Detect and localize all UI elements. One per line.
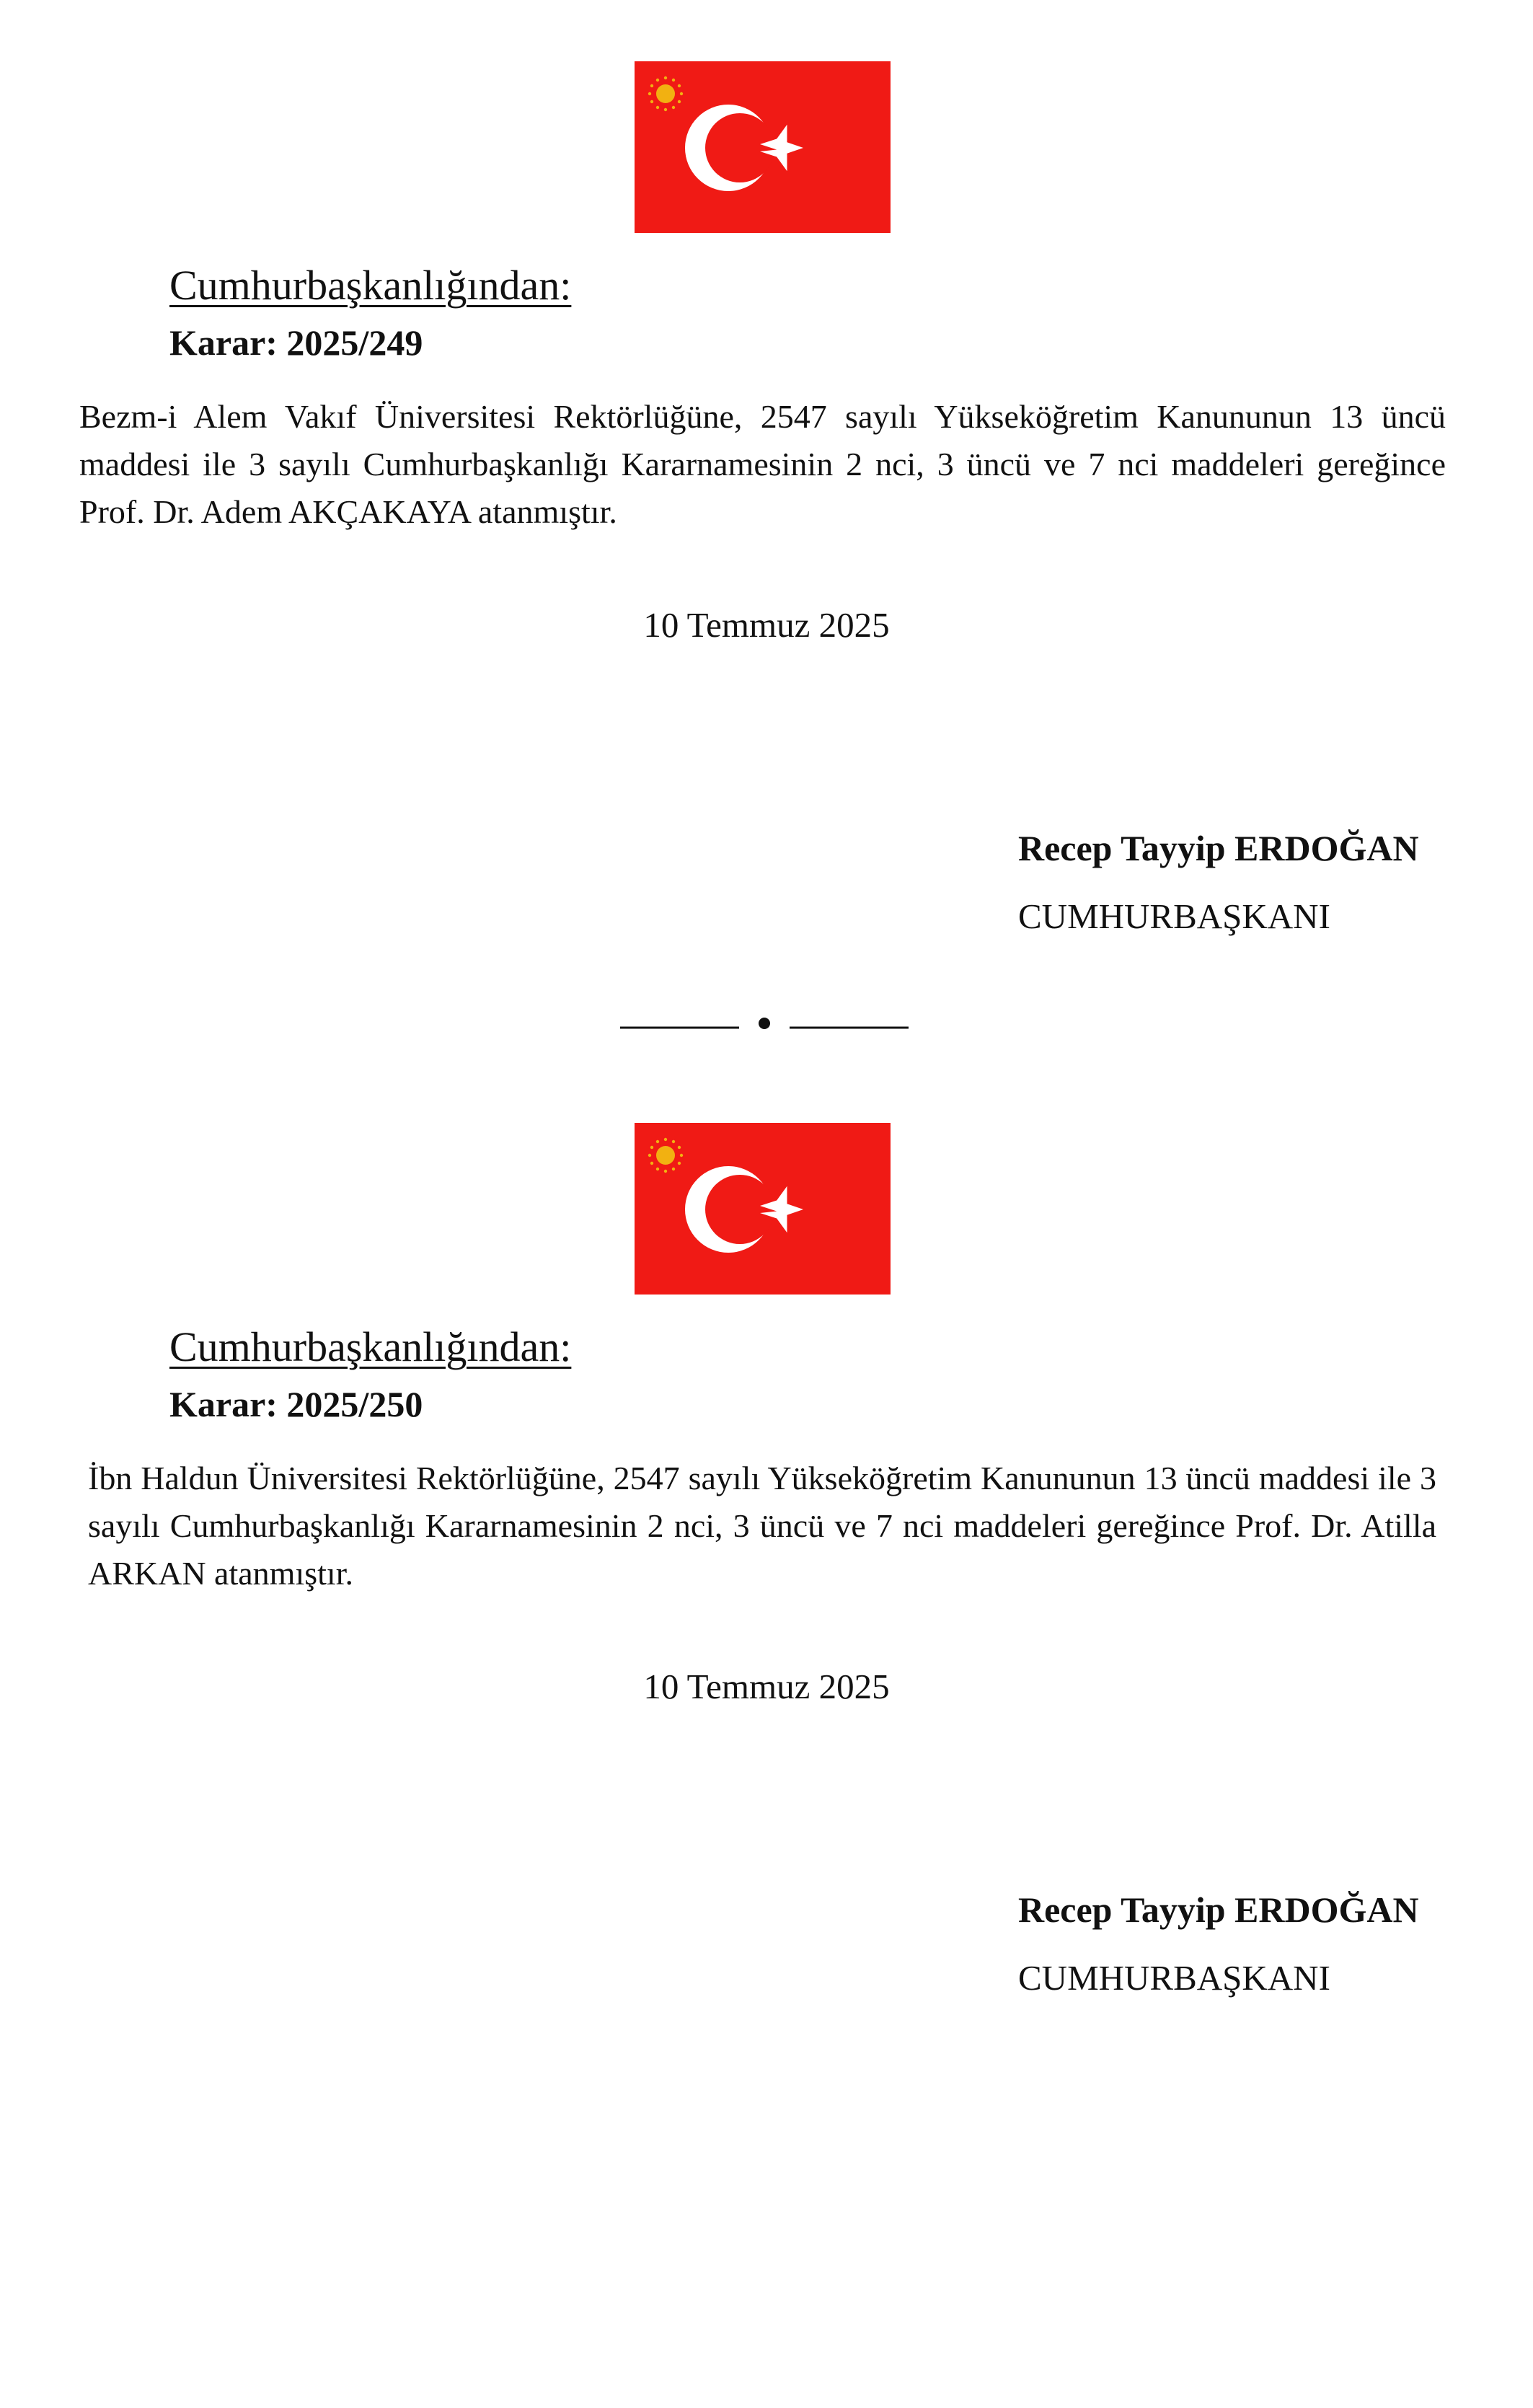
decree-date: 10 Temmuz 2025 — [643, 605, 890, 645]
decision-number: Karar: 2025/249 — [169, 322, 423, 363]
divider-bullet-icon — [759, 1018, 770, 1029]
signer-title: CUMHURBAŞKANI — [1018, 896, 1330, 936]
issuer-heading: Cumhurbaşkanlığından: — [169, 262, 572, 309]
decree-date: 10 Temmuz 2025 — [643, 1667, 890, 1706]
section-divider — [617, 1013, 912, 1035]
crescent-inner — [705, 1175, 774, 1244]
signer-name: Recep Tayyip ERDOĞAN — [1018, 1889, 1419, 1930]
signer-name: Recep Tayyip ERDOĞAN — [1018, 828, 1419, 868]
turkish-flag-emblem-icon — [635, 61, 891, 233]
decree-section — [0, 1062, 1533, 2100]
decree-body-text: Bezm-i Alem Vakıf Üniversitesi Rektörlüğüne, 2547 sayılı Yükseköğretim Kanununun 13 üncü maddesi ile 3 sayılı Cumhurbaşkanlığı Kararnamesinin 2 nci, 3 üncü ve 7 nci maddeleri gereğince Prof. Dr. Adem AKÇAKAYA atanmıştır. — [79, 398, 1446, 530]
turkish-flag-emblem-icon — [635, 1123, 891, 1295]
signer-title: CUMHURBAŞKANI — [1018, 1958, 1330, 1998]
decree-body-text: İbn Haldun Üniversitesi Rektörlüğüne, 2547 sayılı Yükseköğretim Kanununun 13 üncü maddesi ile 3 sayılı Cumhurbaşkanlığı Kararnamesinin 2 nci, 3 üncü ve 7 nci maddeleri gereğince Prof. Dr. Atilla ARKAN atanmıştır. — [88, 1460, 1436, 1592]
decision-number: Karar: 2025/250 — [169, 1384, 423, 1424]
crescent-inner — [705, 113, 774, 182]
issuer-heading: Cumhurbaşkanlığından: — [169, 1323, 572, 1370]
decree-section — [0, 0, 1533, 1038]
